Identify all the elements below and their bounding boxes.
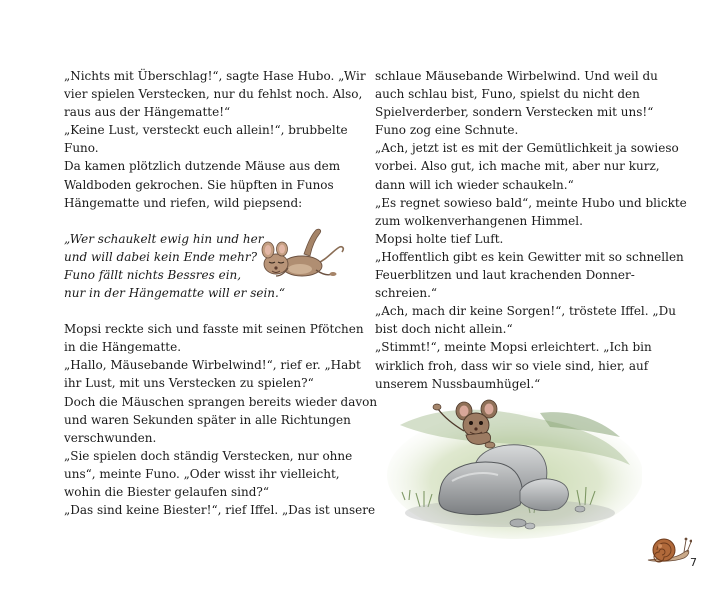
text-line: „Stimmt!“, meinte Mopsi erleichtert. „Ich bin — [375, 340, 652, 355]
left-column — [64, 67, 378, 519]
text-line: ihr Lust, mit uns Verstecken zu spielen?“ — [64, 376, 314, 391]
text-line: vorbei. Also gut, ich mache mit, aber nur kurz, — [375, 159, 660, 174]
text-line: „Nichts mit Überschlag!“, sagte Hase Hubo. „Wir — [64, 69, 366, 83]
text-line: Mopsi holte tief Luft. — [375, 231, 504, 246]
text-line: Funo zog eine Schnute. — [375, 123, 519, 138]
text-line: „Hallo, Mäusebande Wirbelwind!“, rief er. „Habt — [64, 358, 361, 373]
text-line: „Es regnet sowieso bald“, meinte Hubo und blickte — [375, 195, 687, 210]
text-line: Hängematte und riefen, wild piepsend: — [64, 195, 303, 210]
text-line: Doch die Mäuschen sprangen bereits wieder davon — [64, 394, 378, 409]
text-line: schreien.“ — [375, 286, 438, 301]
text-line: Da kamen plötzlich dutzende Mäuse aus dem — [64, 159, 341, 174]
text-line: „Ach, jetzt ist es mit der Gemütlichkeit ja sowieso — [375, 141, 679, 156]
right-column — [375, 67, 687, 393]
text-line: wohin die Biester gelaufen sind?“ — [64, 484, 269, 499]
text-line: uns“, meinte Funo. „Oder wisst ihr vielleicht, — [64, 466, 340, 481]
poem-line: und will dabei kein Ende mehr? — [64, 249, 258, 264]
text-line: in die Hängematte. — [64, 340, 182, 355]
text-line: auch schlau bist, Funo, spielst du nicht den — [375, 87, 640, 102]
text-line: „Das sind keine Biester!“, rief Iffel. „Das ist unsere — [64, 503, 376, 518]
mouse-on-rock-illustration — [380, 395, 642, 545]
snail-illustration — [644, 534, 692, 566]
text-line: Funo. — [64, 141, 99, 156]
text-line: unserem Nussbaumhügel.“ — [375, 376, 541, 391]
text-line: und waren Sekunden später in alle Richtungen — [64, 412, 351, 427]
text-line: verschwunden. — [64, 430, 157, 445]
text-line: wirklich froh, dass wir so viele sind, hier, auf — [375, 358, 649, 373]
poem-block — [64, 230, 354, 302]
poem-line: „Wer schaukelt ewig hin und her — [64, 231, 264, 246]
page-number: 7 — [690, 556, 697, 569]
text-line: Feuerblitzen und laut krachenden Donner- — [375, 268, 635, 283]
paragraph-gap — [64, 302, 354, 320]
text-line: vier spielen Verstecken, nur du fehlst noch. Also, — [64, 87, 363, 102]
text-line: „Keine Lust, versteckt euch allein!“, brubbelte — [64, 123, 348, 138]
text-line: „Sie spielen doch ständig Verstecken, nur ohne — [64, 448, 353, 463]
poem-line: nur in der Hängematte will er sein.“ — [64, 286, 285, 301]
text-line: Waldboden gekrochen. Sie hüpften in Funos — [64, 177, 334, 192]
lying-mouse-illustration — [254, 224, 349, 288]
text-line: zum wolkenverhangenen Himmel. — [375, 213, 583, 228]
text-line: „Ach, mach dir keine Sorgen!“, tröstete Iffel. „Du — [375, 304, 676, 319]
poem-line: Funo fällt nichts Bessres ein, — [64, 267, 242, 282]
text-line: „Hoffentlich gibt es kein Gewitter mit so schnellen — [375, 249, 684, 264]
text-line: schlaue Mäusebande Wirbelwind. Und weil du — [375, 69, 658, 83]
text-line: Spielverderber, sondern Verstecken mit uns!“ — [375, 105, 654, 120]
text-line: bist doch nicht allein.“ — [375, 322, 513, 337]
text-line: dann will ich wieder schaukeln.“ — [375, 177, 574, 192]
text-line: raus aus der Hängematte!“ — [64, 105, 231, 120]
text-line: Mopsi reckte sich und fasste mit seinen Pfötchen — [64, 322, 364, 337]
